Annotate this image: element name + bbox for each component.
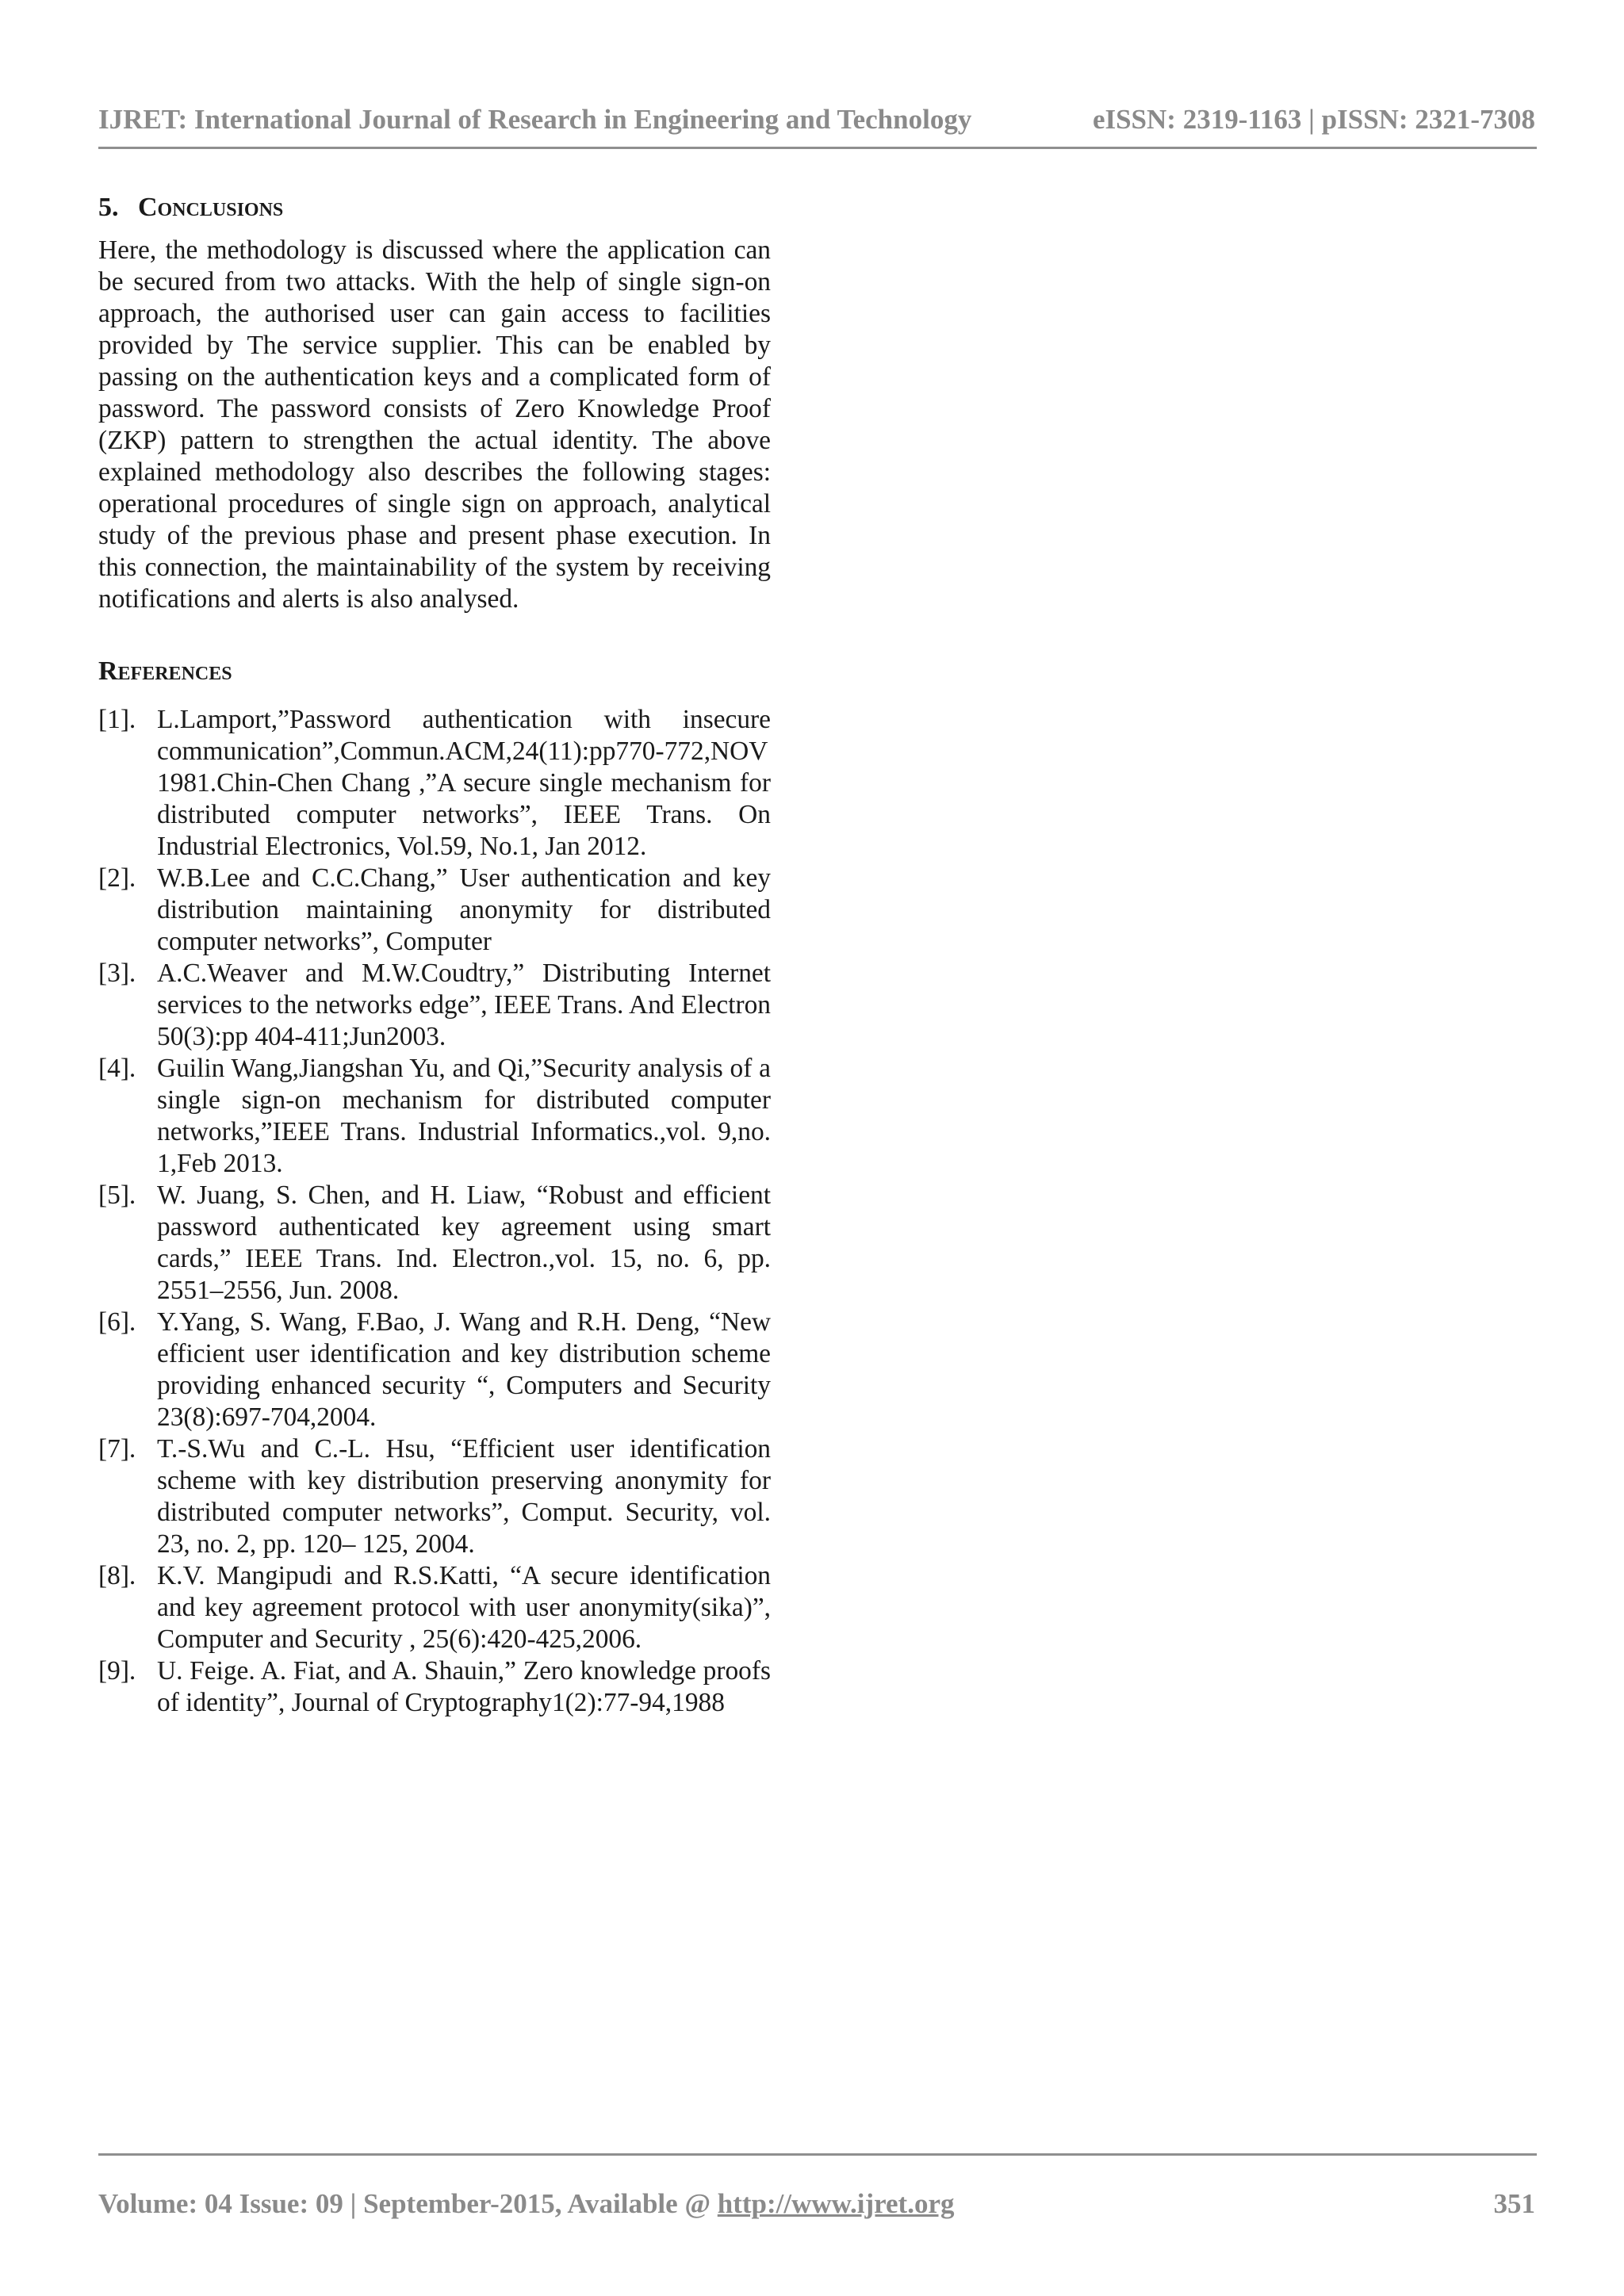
reference-item-7	[98, 1433, 771, 1560]
reference-list	[98, 704, 771, 1719]
page-header	[98, 97, 1535, 143]
reference-text: L.Lamport,”Password authentication with insecure communication”,Commun.ACM,24(11):pp770-772,NOV 1981.Chin-Chen Chang ,”A secure single mechanism for distributed computer networks”, IEEE Trans. On Industrial Electronics, Vol.59, No.1, Jan 2012.	[157, 705, 771, 861]
page-number: 351	[1493, 2188, 1535, 2219]
reference-text: K.V. Mangipudi and R.S.Katti, “A secure identification and key agreement protocol with user anonymity(sika)”, Computer and Security , 25(6):420-425,2006.	[157, 1561, 771, 1654]
reference-item-1	[98, 704, 771, 863]
reference-text: Y.Yang, S. Wang, F.Bao, J. Wang and R.H. Deng, “New efficient user identification and key distribution scheme providing enhanced security “, Computers and Security 23(8):697-704,2004.	[157, 1307, 771, 1432]
section-number: 5.	[98, 193, 119, 222]
reference-number: [7].	[98, 1434, 136, 1464]
reference-text: Guilin Wang,Jiangshan Yu, and Qi,”Security analysis of a single sign-on mechanism for distributed computer networks,”IEEE Trans. Industrial Informatics.,vol. 9,no. 1,Feb 2013.	[157, 1054, 771, 1178]
reference-item-2	[98, 863, 771, 958]
reference-number: [5].	[98, 1181, 136, 1210]
reference-item-5	[98, 1180, 771, 1307]
reference-item-9	[98, 1655, 771, 1719]
reference-text: A.C.Weaver and M.W.Coudtry,” Distributing Internet services to the networks edge”, IEEE Trans. And Electron 50(3):pp 404-411;Jun2003.	[157, 959, 771, 1051]
page-footer	[98, 2182, 1535, 2226]
reference-number: [4].	[98, 1054, 136, 1083]
reference-number: [8].	[98, 1561, 136, 1590]
conclusions-paragraph: Here, the methodology is discussed where the application can be secured from two attacks. With the help of single sign-on approach, the authorised user can gain access to facilities provided by The service supplier. This can be enabled by passing on the authentication keys and a complicated form of password. The password consists of Zero Knowledge Proof (ZKP) pattern to strengthen the actual identity. The above explained methodology also describes the following stages: operational procedures of single sign on approach, analytical study of the previous phase and present phase execution. In this connection, the maintainability of the system by receiving notifications and alerts is also analysed.	[98, 235, 771, 614]
reference-item-4	[98, 1053, 771, 1180]
reference-number: [3].	[98, 959, 136, 988]
conclusions-heading	[98, 184, 771, 232]
footer-volume-text: Volume: 04 Issue: 09 | September-2015, Available @	[98, 2188, 718, 2219]
references-title: References	[98, 656, 232, 686]
reference-number: [6].	[98, 1307, 136, 1337]
reference-text: W.B.Lee and C.C.Chang,” User authentication and key distribution maintaining anonymity for distributed computer networks”, Computer	[157, 863, 771, 956]
header-rule	[98, 147, 1537, 149]
reference-number: [2].	[98, 863, 136, 893]
footer-rule	[98, 2153, 1537, 2156]
reference-item-3	[98, 958, 771, 1053]
journal-title: IJRET: International Journal of Research in Engineering and Technology	[98, 104, 972, 135]
journal-website-link[interactable]: http://www.ijret.org	[717, 2188, 955, 2219]
reference-item-8	[98, 1560, 771, 1655]
conclusions-section	[98, 184, 771, 615]
reference-text: U. Feige. A. Fiat, and A. Shauin,” Zero knowledge proofs of identity”, Journal of Cryptography1(2):77-94,1988	[157, 1656, 771, 1717]
issn-info: eISSN: 2319-1163 | pISSN: 2321-7308	[1092, 104, 1535, 135]
reference-text: T.-S.Wu and C.-L. Hsu, “Efficient user identification scheme with key distribution preserving anonymity for distributed computer networks”, Comput. Security, vol. 23, no. 2, pp. 120– 125, 2004.	[157, 1434, 771, 1559]
reference-number: [1].	[98, 705, 136, 734]
reference-item-6	[98, 1307, 771, 1433]
reference-number: [9].	[98, 1656, 136, 1686]
section-title: Conclusions	[138, 193, 284, 222]
references-section	[98, 652, 771, 1719]
reference-text: W. Juang, S. Chen, and H. Liaw, “Robust and efficient password authenticated key agreement using smart cards,” IEEE Trans. Ind. Electron.,vol. 15, no. 6, pp. 2551–2556, Jun. 2008.	[157, 1181, 771, 1305]
main-content	[98, 184, 771, 1719]
footer-volume-info	[98, 2188, 955, 2220]
references-heading	[98, 652, 771, 691]
